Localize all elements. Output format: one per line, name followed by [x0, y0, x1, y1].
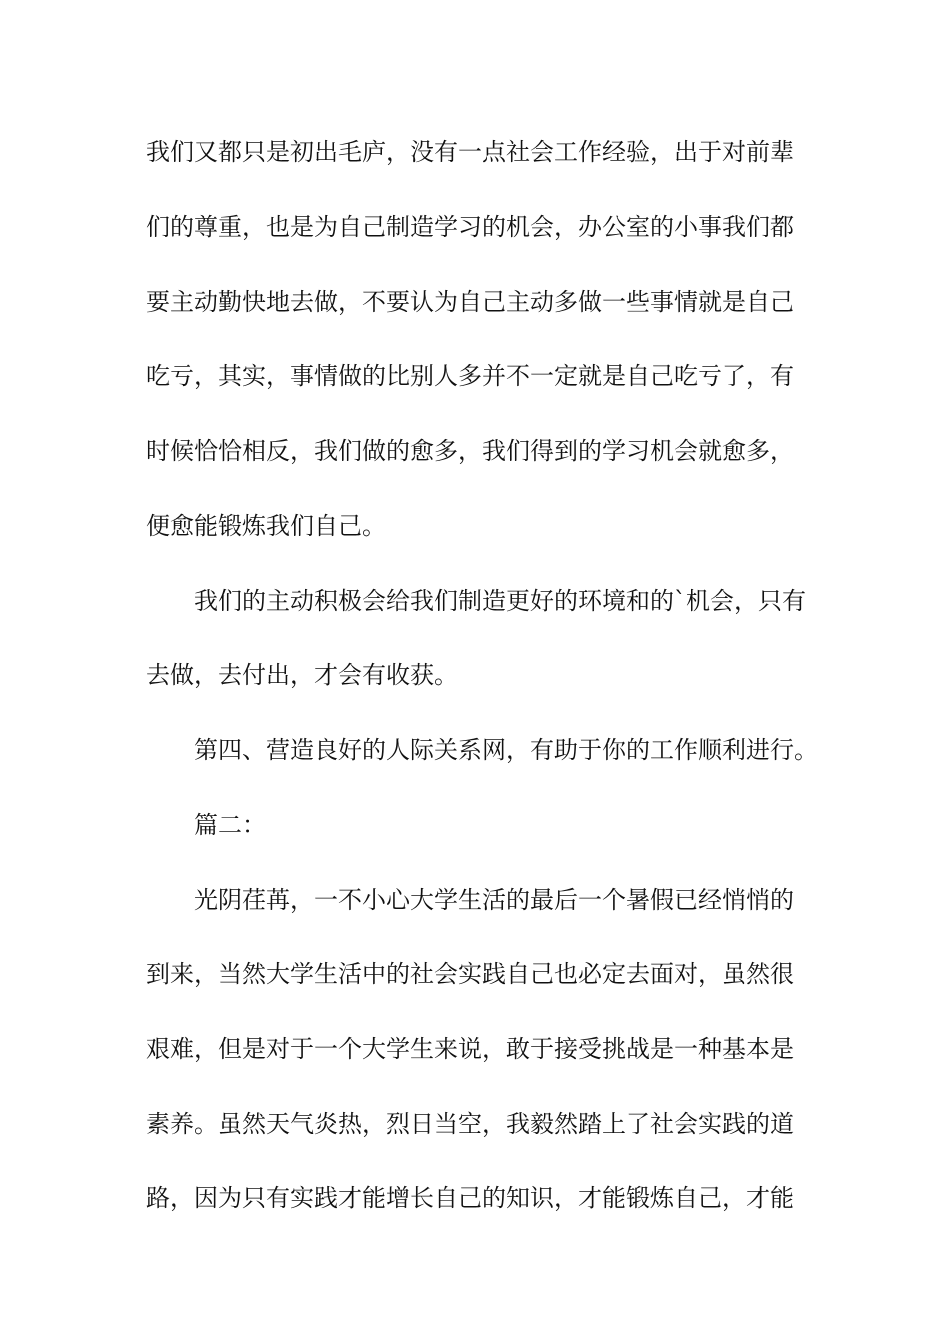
text-line: 们的尊重，也是为自己制造学习的机会，办公室的小事我们都 [146, 213, 794, 241]
text-line: 第四、营造良好的人际关系网，有助于你的工作顺利进行。 [194, 736, 818, 764]
text-line: 便愈能锻炼我们自己。 [146, 512, 386, 540]
text-line: 到来，当然大学生活中的社会实践自己也必定去面对，虽然很 [146, 960, 794, 988]
text-line: 光阴荏苒，一不小心大学生活的最后一个暑假已经悄悄的 [194, 886, 794, 914]
text-line: 我们的主动积极会给我们制造更好的环境和的`机会，只有 [194, 587, 806, 615]
text-line: 艰难，但是对于一个大学生来说，敢于接受挑战是一种基本是 [146, 1035, 794, 1063]
text-line: 时候恰恰相反，我们做的愈多，我们得到的学习机会就愈多， [146, 437, 794, 465]
text-line: 素养。虽然天气炎热，烈日当空，我毅然踏上了社会实践的道 [146, 1110, 794, 1138]
text-line: 要主动勤快地去做，不要认为自己主动多做一些事情就是自己 [146, 288, 794, 316]
text-line: 我们又都只是初出毛庐，没有一点社会工作经验，出于对前辈 [146, 138, 794, 166]
text-line: 篇二： [194, 811, 266, 839]
text-line: 吃亏，其实，事情做的比别人多并不一定就是自己吃亏了，有 [146, 362, 794, 390]
text-line: 路，因为只有实践才能增长自己的知识，才能锻炼自己，才能 [146, 1184, 794, 1212]
text-line: 去做，去付出，才会有收获。 [146, 661, 458, 689]
